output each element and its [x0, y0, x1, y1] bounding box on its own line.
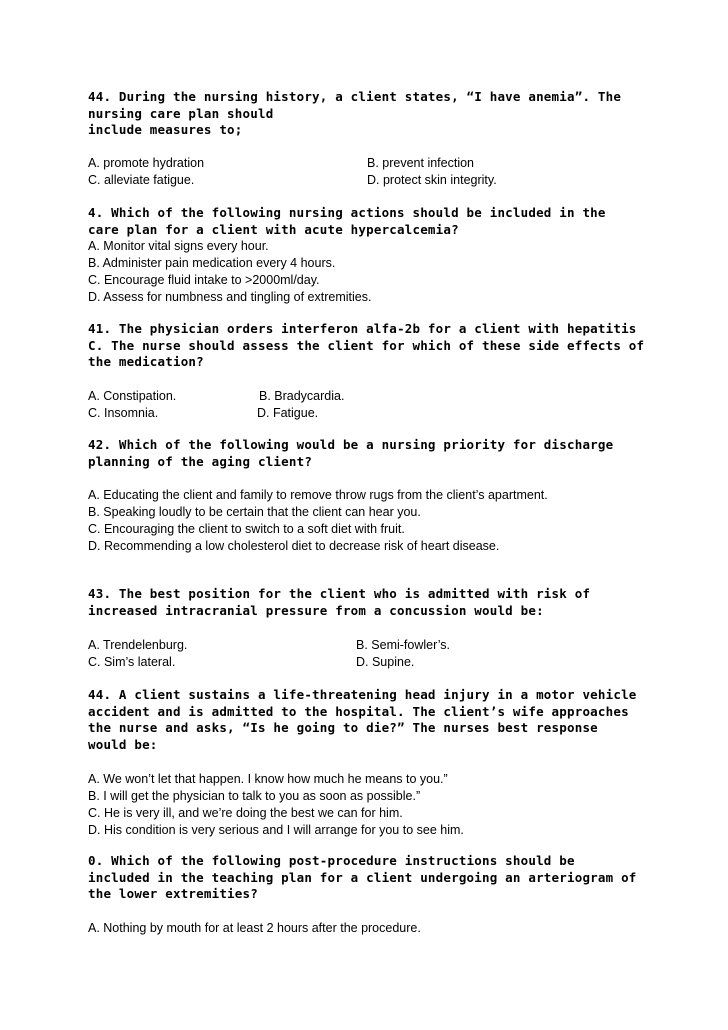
stem-line: 42. Which of the following would be a nursing priority for discharge: [88, 437, 614, 452]
stem-line: 41. The physician orders interferon alfa-2b for a client with hepatitis: [88, 321, 637, 336]
option-a: A. Nothing by mouth for at least 2 hours after the procedure.: [88, 921, 421, 935]
option-a: A. promote hydration: [88, 156, 205, 170]
stem-line: increased intracranial pressure from a concussion would be:: [88, 602, 544, 618]
question-4-hypercalcemia-stem: [88, 205, 648, 238]
option-d: D. His condition is very serious and I will arrange for you to see him.: [88, 823, 464, 837]
stem-line: C. The nurse should assess the client for which of these side effects of: [88, 337, 645, 353]
option-d: D. Fatigue.: [257, 406, 319, 420]
option-c: C. Insomnia.: [88, 406, 159, 420]
stem-line: include measures to;: [88, 122, 243, 137]
option-a: A. Monitor vital signs every hour.: [88, 239, 269, 253]
question-42-discharge-stem: [88, 437, 648, 470]
question-44-head-injury-stem: [88, 687, 648, 753]
option-b: B. prevent infection: [367, 156, 475, 170]
stem-line: 43. The best position for the client who is admitted with risk of: [88, 586, 591, 601]
stem-line: planning of the aging client?: [88, 453, 313, 469]
stem-line: 0. Which of the following post-procedure instructions should be: [88, 853, 575, 868]
stem-line: 44. A client sustains a life-threatening head injury in a motor vehicle: [88, 687, 637, 702]
stem-line: included in the teaching plan for a client undergoing an arteriogram of: [88, 869, 637, 885]
stem-line: the medication?: [88, 354, 204, 369]
option-d: D. protect skin integrity.: [367, 173, 497, 187]
option-b: B. I will get the physician to talk to you as soon as possible.”: [88, 789, 421, 803]
question-43-intracranial-stem: [88, 586, 648, 619]
stem-line: accident and is admitted to the hospital. The client’s wife approaches: [88, 703, 629, 719]
option-b: B. Bradycardia.: [259, 389, 345, 403]
stem-line: care plan for a client with acute hypercalcemia?: [88, 221, 459, 237]
stem-line: would be:: [88, 736, 158, 752]
option-b: B. Speaking loudly to be certain that the client can hear you.: [88, 505, 421, 519]
option-b: B. Semi-fowler’s.: [356, 638, 451, 652]
stem-line: 44. During the nursing history, a client states, “I have anemia”. The: [88, 89, 622, 104]
option-c: C. He is very ill, and we’re doing the best we can for him.: [88, 806, 403, 820]
option-a: A. Constipation.: [88, 389, 177, 403]
option-c: C. Sim’s lateral.: [88, 655, 176, 669]
question-41-interferon-stem: [88, 321, 648, 371]
stem-line: 4. Which of the following nursing actions should be included in the: [88, 205, 606, 220]
option-a: A. Educating the client and family to remove throw rugs from the client’s apartment.: [88, 488, 548, 502]
option-d: D. Recommending a low cholesterol diet to decrease risk of heart disease.: [88, 539, 500, 553]
option-c: C. Encouraging the client to switch to a soft diet with fruit.: [88, 522, 405, 536]
question-44-anemia-stem: [88, 89, 648, 139]
stem-line: the lower extremities?: [88, 886, 258, 901]
stem-line: nursing care plan should: [88, 105, 274, 121]
question-0-arteriogram-stem: [88, 853, 648, 903]
stem-line: the nurse and asks, “Is he going to die?” The nurses best response: [88, 720, 598, 735]
option-a: A. We won’t let that happen. I know how much he means to you.”: [88, 772, 448, 786]
option-c: C. Encourage fluid intake to >2000ml/day.: [88, 273, 320, 287]
option-d: D. Assess for numbness and tingling of extremities.: [88, 290, 372, 304]
option-b: B. Administer pain medication every 4 hours.: [88, 256, 336, 270]
option-d: D. Supine.: [356, 655, 415, 669]
option-c: C. alleviate fatigue.: [88, 173, 195, 187]
option-a: A. Trendelenburg.: [88, 638, 188, 652]
